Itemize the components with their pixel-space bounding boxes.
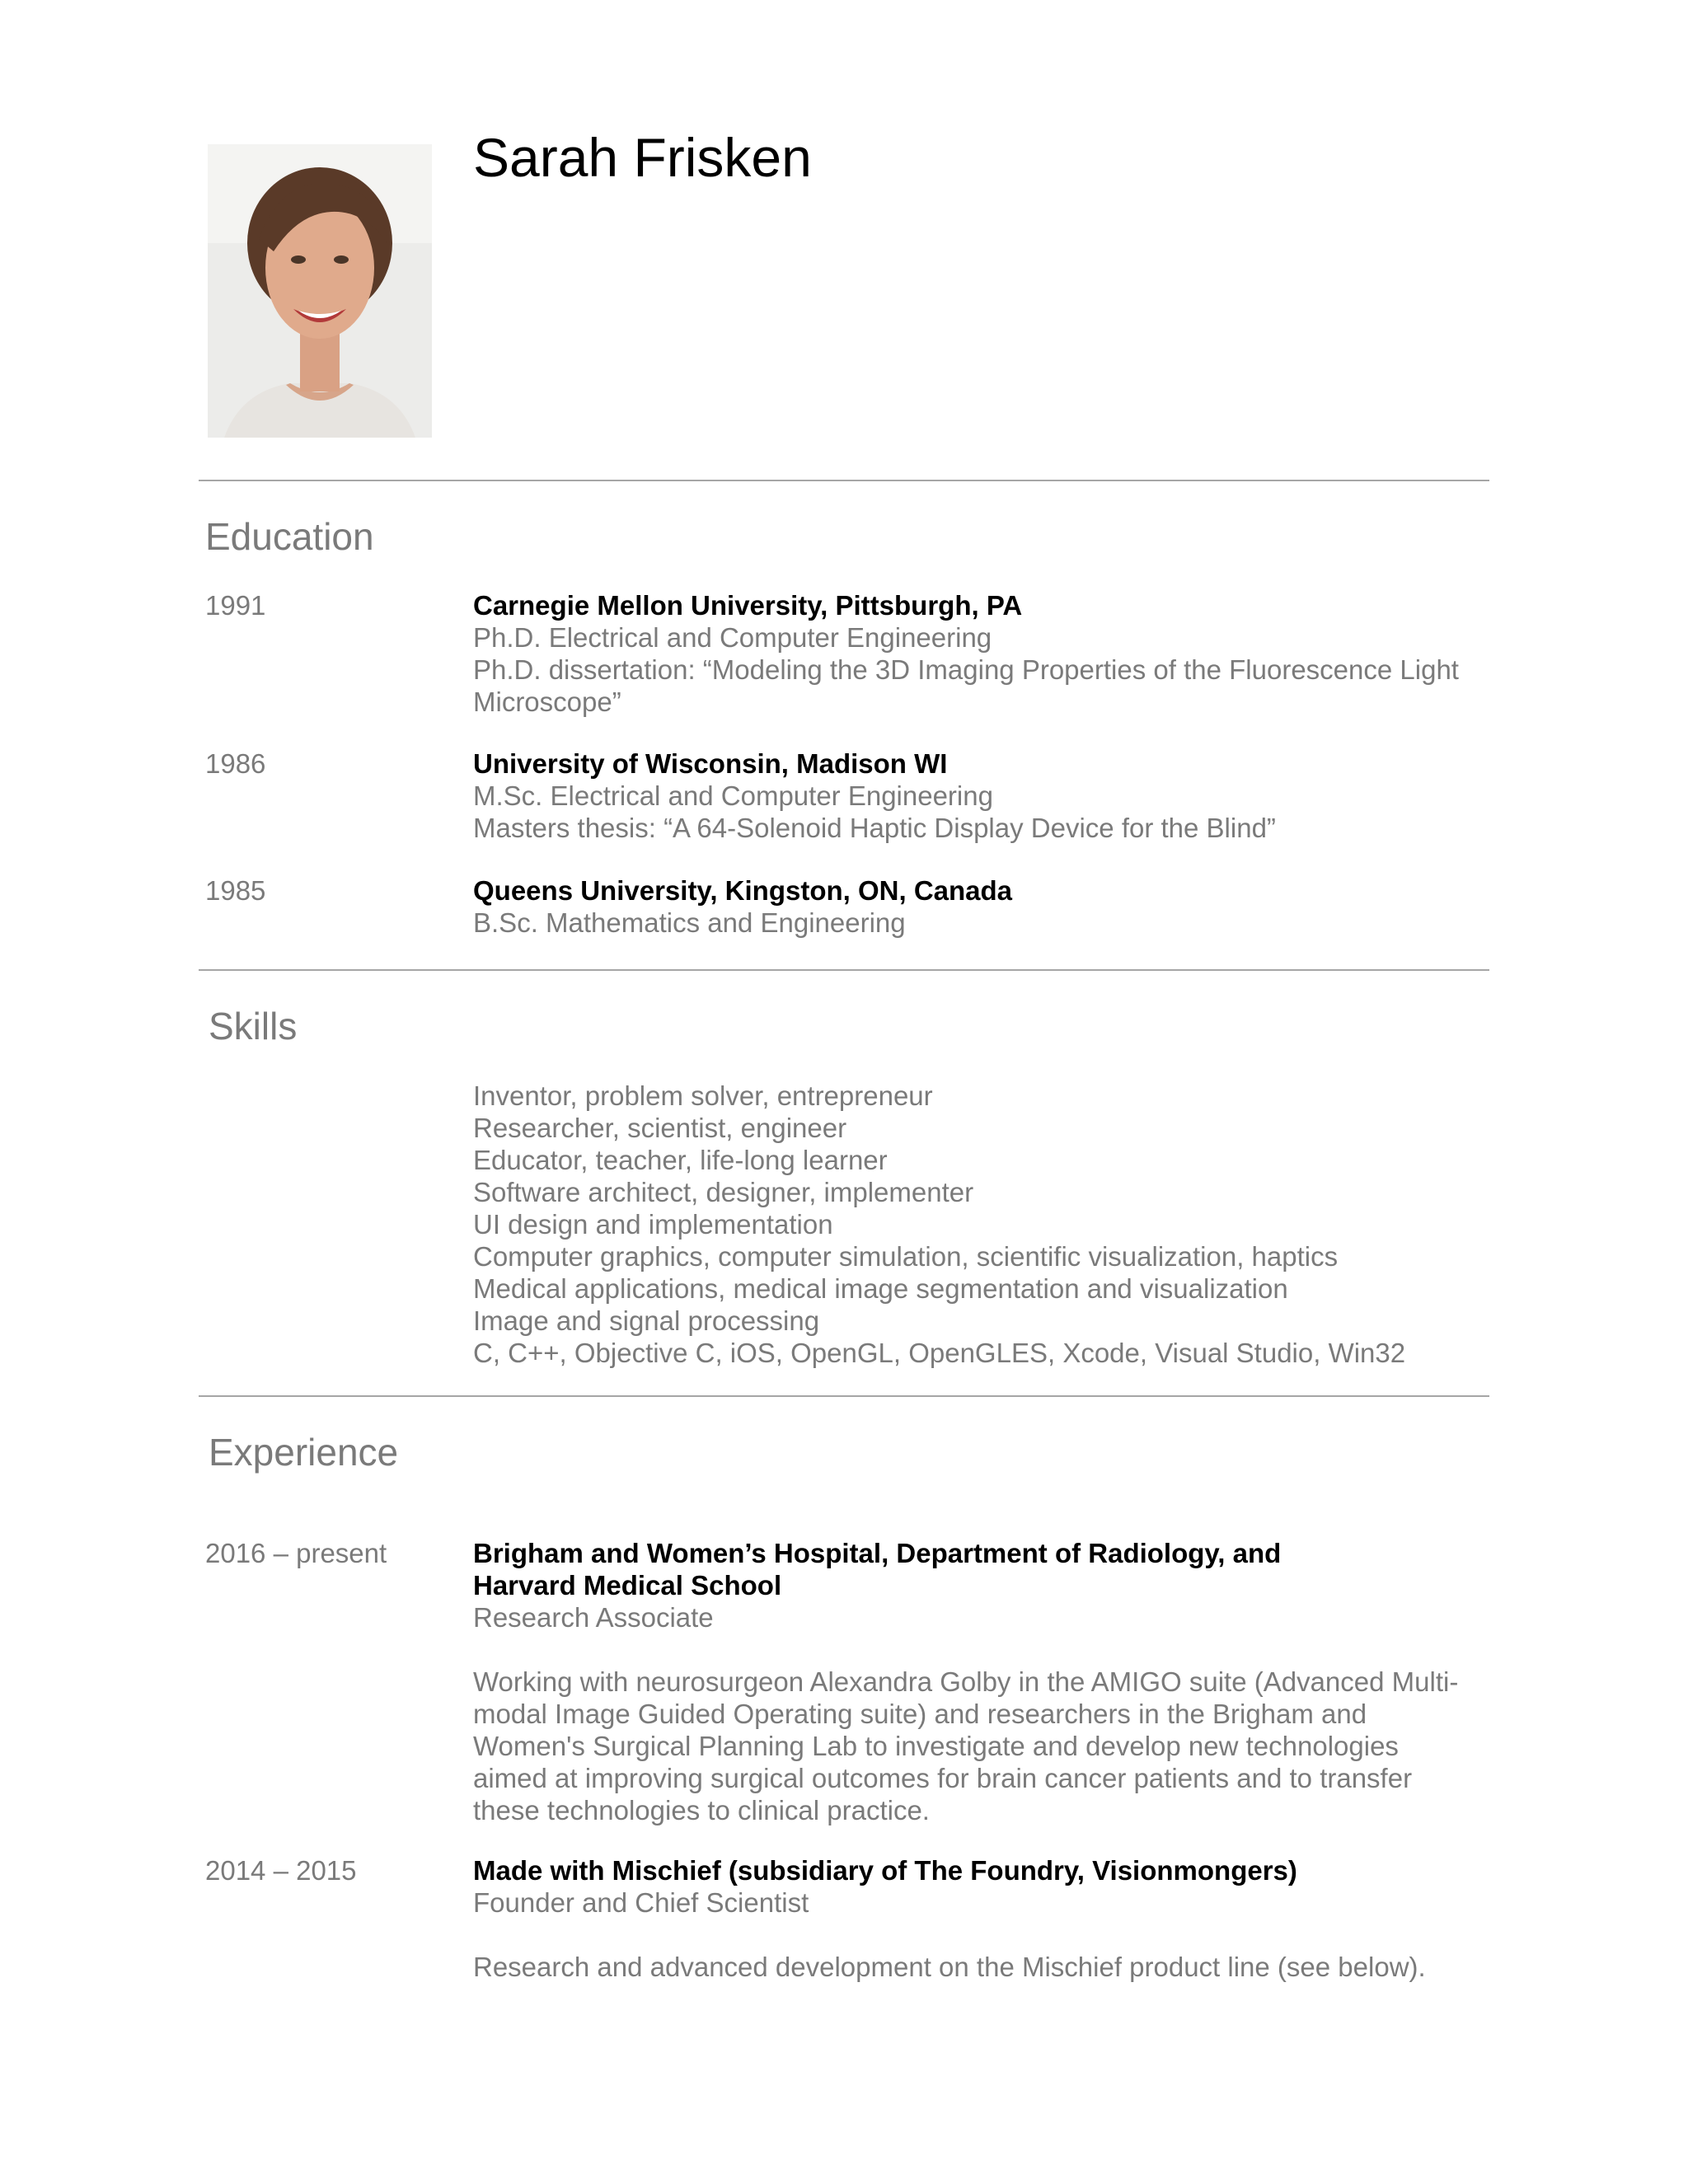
skill-item: Researcher, scientist, engineer: [473, 1113, 847, 1143]
skill-item: Software architect, designer, implementer: [473, 1177, 974, 1207]
experience-entry: [473, 1537, 1487, 1826]
thesis-line: Masters thesis: “A 64-Solenoid Haptic Display Device for the Blind”: [473, 813, 1276, 843]
degree-line: Ph.D. Electrical and Computer Engineering: [473, 622, 992, 653]
skill-item: C, C++, Objective C, iOS, OpenGL, OpenGLES, Xcode, Visual Studio, Win32: [473, 1338, 1406, 1368]
experience-years: 2014 – 2015: [205, 1855, 357, 1886]
divider: [199, 969, 1489, 971]
divider: [199, 1395, 1489, 1397]
degree-line: M.Sc. Electrical and Computer Engineering: [473, 780, 993, 811]
degree-line: B.Sc. Mathematics and Engineering: [473, 907, 906, 938]
skill-item: Educator, teacher, life-long learner: [473, 1145, 888, 1175]
organization-name: Made with Mischief (subsidiary of The Foundry, Visionmongers): [473, 1855, 1297, 1886]
role-title: Research Associate: [473, 1602, 714, 1633]
dissertation-line: Ph.D. dissertation: “Modeling the 3D Imaging Properties of the Fluorescence Light Microscope”: [473, 654, 1459, 717]
organization-name: Brigham and Women’s Hospital, Department of Radiology, and: [473, 1538, 1282, 1568]
portrait-image: [208, 144, 432, 438]
candidate-name: Sarah Frisken: [473, 127, 812, 188]
section-title-skills: Skills: [209, 1005, 298, 1047]
organization-name: Harvard Medical School: [473, 1570, 782, 1601]
institution-name: Carnegie Mellon University, Pittsburgh, PA: [473, 590, 1023, 621]
institution-name: Queens University, Kingston, ON, Canada: [473, 875, 1013, 906]
skill-item: Medical applications, medical image segmentation and visualization: [473, 1273, 1288, 1304]
education-year: 1991: [205, 590, 266, 621]
institution-name: University of Wisconsin, Madison WI: [473, 748, 948, 779]
section-title-experience: Experience: [209, 1431, 399, 1474]
role-description: Research and advanced development on the Mischief product line (see below).: [473, 1952, 1426, 1982]
skill-item: Image and signal processing: [473, 1305, 820, 1336]
skill-item: Computer graphics, computer simulation, scientific visualization, haptics: [473, 1241, 1339, 1272]
education-entry: [473, 748, 1487, 844]
education-year: 1986: [205, 748, 266, 779]
role-title: Founder and Chief Scientist: [473, 1887, 809, 1918]
divider: [199, 480, 1489, 481]
skill-item: Inventor, problem solver, entrepreneur: [473, 1080, 933, 1111]
skills-list: [473, 1080, 1487, 1369]
experience-entry: [473, 1854, 1487, 1983]
skill-item: UI design and implementation: [473, 1209, 833, 1240]
education-entry: [473, 589, 1487, 718]
education-year: 1985: [205, 875, 266, 906]
profile-photo: [208, 144, 432, 438]
experience-years: 2016 – present: [205, 1538, 387, 1568]
role-description: Working with neurosurgeon Alexandra Golby in the AMIGO suite (Advanced Multi-modal Image Guided Operating suite) and researchers in the Brigham and Women's Surgical Planning Lab to investigate and develop new technologies aimed at improving surgical outcomes for brain cancer patients and to transfer these technologies to clinical practice.: [473, 1666, 1459, 1825]
education-entry: [473, 874, 1487, 939]
section-title-education: Education: [205, 515, 374, 558]
